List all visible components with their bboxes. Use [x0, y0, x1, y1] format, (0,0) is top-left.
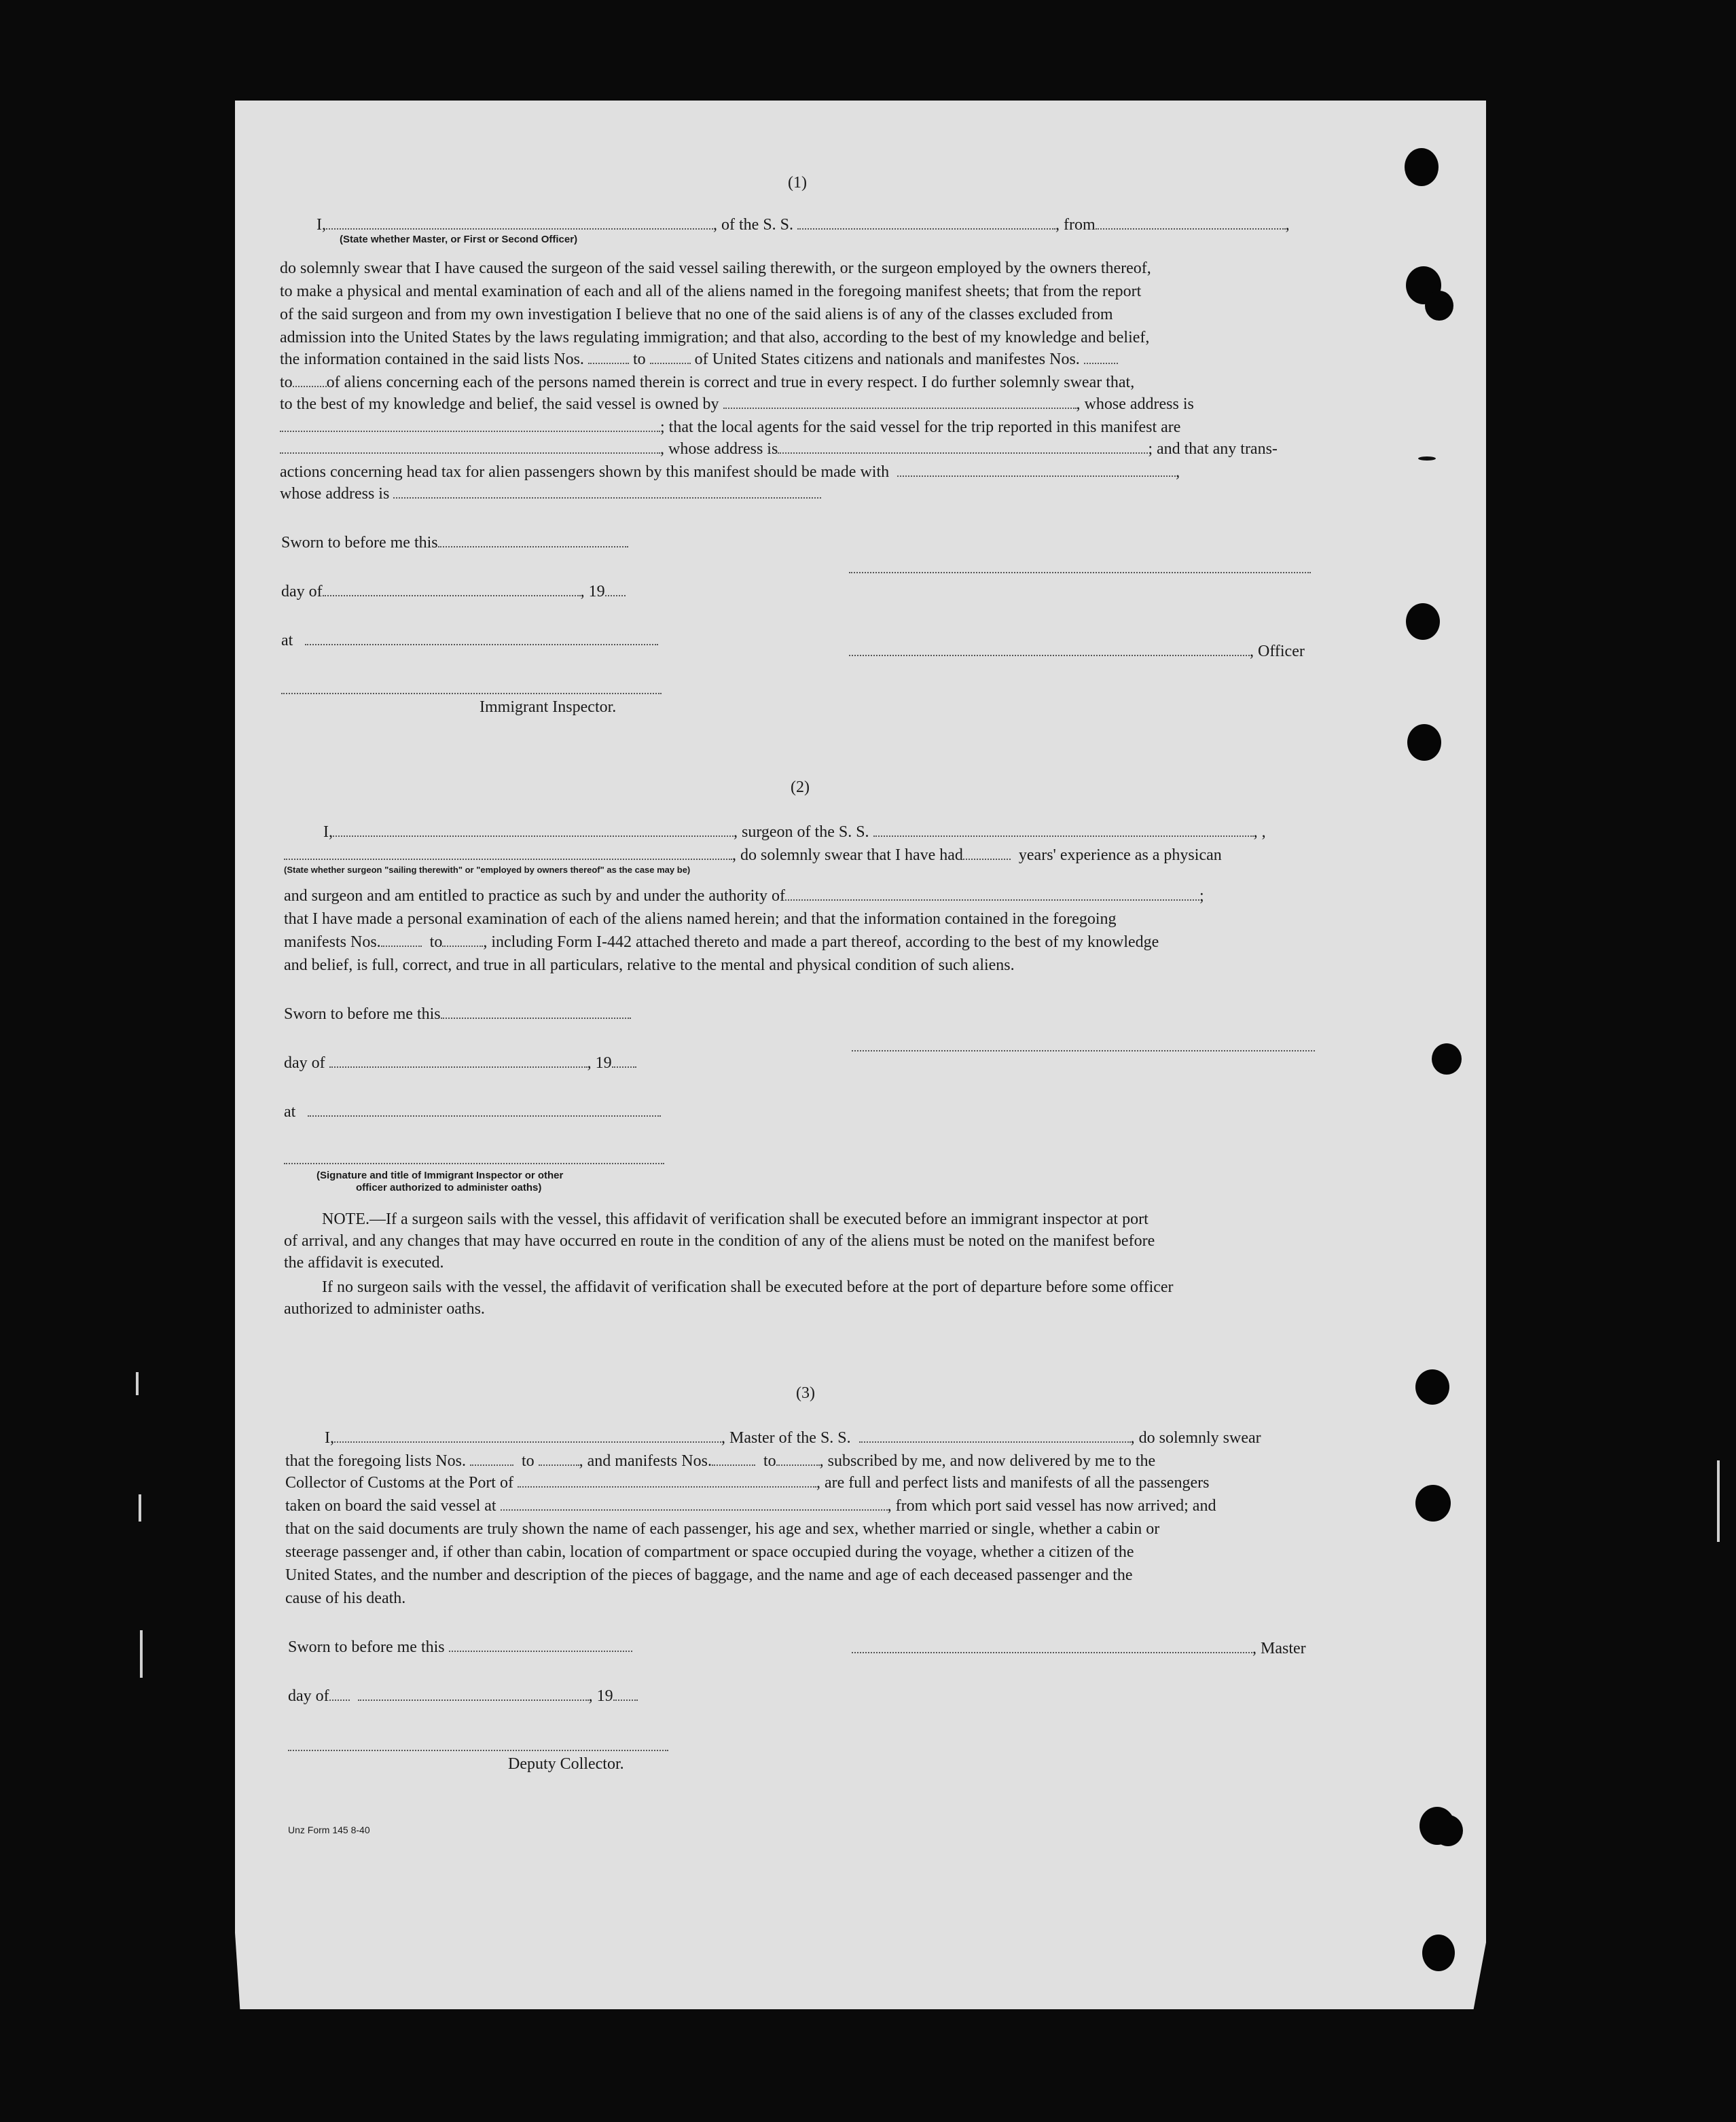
s3-line-5: that on the said documents are truly shown the name of each passenger, his age and sex, whether married or single, whether a cabin or [285, 1520, 1160, 1538]
s2-line-4: that I have made a personal examination of each of the aliens named herein; and that the information contained in the foregoing [284, 910, 1117, 928]
blank-officer-rank[interactable] [326, 215, 713, 230]
s2-note-line: If no surgeon sails with the vessel, the affidavit of verification shall be executed before at the port of departure before some officer [322, 1278, 1174, 1296]
text: , Master of the S. S. [721, 1429, 851, 1447]
blank-master-signature[interactable] [852, 1638, 1252, 1653]
s3-sworn-line [288, 1636, 632, 1659]
text: , subscribed by me, and now delivered by me to the [819, 1452, 1156, 1470]
paper-speck [1418, 456, 1436, 461]
blank-master-name[interactable] [334, 1428, 721, 1443]
s2-line-6: and belief, is full, correct, and true in all particulars, relative to the mental and physical condition of such aliens. [284, 956, 1015, 974]
text: , 19 [587, 1054, 612, 1072]
text: Sworn to before me this [281, 534, 438, 552]
s2-inspector-line[interactable] [284, 1163, 664, 1164]
text: taken on board the said vessel at [285, 1497, 496, 1515]
text: , [1176, 463, 1180, 481]
blank-manifest-from[interactable] [381, 932, 422, 947]
s3-line-7: United States, and the number and description of the pieces of baggage, and the name and age of each deceased passenger and the [285, 1566, 1133, 1584]
text: years' experience as a physican [1018, 846, 1222, 864]
blank-from-port[interactable] [1096, 215, 1286, 230]
blank-sworn-day[interactable] [441, 1004, 631, 1019]
s2-caption-signature: (Signature and title of Immigrant Inspector or other [317, 1170, 564, 1181]
text: , surgeon of the S. S. [734, 823, 869, 841]
text: , 19 [588, 1687, 613, 1705]
s3-line-1 [325, 1426, 1261, 1450]
text: ; and that any trans- [1148, 440, 1278, 458]
blank-surgeon-status[interactable] [284, 845, 732, 860]
s2-line-5 [284, 931, 1159, 954]
text: , Officer [1250, 643, 1305, 660]
punch-hole [1433, 1815, 1463, 1846]
text: I, [323, 823, 333, 841]
punch-hole [1425, 291, 1453, 321]
text: , Master [1252, 1640, 1306, 1657]
text: , and manifests Nos. [579, 1452, 712, 1470]
blank-agents[interactable] [280, 439, 660, 454]
text: of United States citizens and nationals and manifestes Nos. [694, 350, 1080, 368]
blank-surgeon-name[interactable] [333, 822, 734, 837]
punch-hole [1432, 1043, 1462, 1075]
s1-officer-line [849, 640, 1305, 663]
blank-boarding-port[interactable] [501, 1496, 888, 1511]
text: manifests Nos. [284, 933, 381, 951]
s2-line-3 [284, 884, 1204, 907]
film-speck [140, 1630, 143, 1678]
s1-paragraph-line: to make a physical and mental examination of each and all of the aliens named in the foregoing manifest sheets; that from the report [280, 283, 1142, 300]
s2-sworn-line [284, 1003, 631, 1026]
blank-authority[interactable] [785, 886, 1199, 901]
s1-line-aliens [280, 371, 1134, 394]
blank-officer-signature[interactable] [849, 641, 1250, 656]
s1-inspector-line[interactable] [281, 693, 662, 694]
s3-collector-line[interactable] [288, 1750, 668, 1751]
text: Sworn to before me this [284, 1005, 441, 1023]
s1-line-lists [280, 348, 1118, 371]
blank-sworn-day[interactable] [438, 533, 628, 547]
s2-note-line: the affidavit is executed. [284, 1254, 444, 1272]
film-speck [1717, 1460, 1720, 1542]
text: , do solemnly swear that I have had [732, 846, 963, 864]
blank-list-from[interactable] [470, 1451, 513, 1466]
s3-line-2 [285, 1450, 1155, 1473]
text: that the foregoing lists Nos. [285, 1452, 466, 1470]
text: at [284, 1103, 296, 1121]
s2-caption-signature: officer authorized to administer oaths) [356, 1182, 542, 1193]
s1-line-headtax-address [280, 482, 821, 505]
text: to [521, 1452, 535, 1470]
text: day of [281, 583, 323, 600]
blank-manifest-to[interactable] [776, 1451, 820, 1466]
section-3-number: (3) [796, 1384, 815, 1402]
text: , whose address is [660, 440, 778, 458]
s2-signature-line[interactable] [852, 1050, 1315, 1051]
blank-manifest-from[interactable] [1084, 349, 1118, 364]
blank-manifest-from[interactable] [712, 1451, 755, 1466]
s1-line-owner [280, 393, 1194, 416]
s3-line-3 [285, 1471, 1209, 1494]
blank-ship-name[interactable] [859, 1428, 1131, 1443]
blank-list-from[interactable] [588, 349, 629, 364]
s3-line-4 [285, 1494, 1216, 1517]
text: , do solemnly swear [1130, 1429, 1261, 1447]
s1-line-1 [317, 213, 1290, 236]
blank-years[interactable] [963, 845, 1011, 860]
text: , 19 [580, 583, 605, 600]
blank-month[interactable] [358, 1686, 589, 1701]
text: at [281, 632, 293, 649]
blank-sworn-day[interactable] [449, 1637, 632, 1652]
blank-port[interactable] [518, 1473, 816, 1488]
form-number: Unz Form 145 8-40 [288, 1824, 370, 1835]
film-speck [139, 1494, 141, 1522]
s1-paragraph-line: admission into the United States by the laws regulating immigration; and that also, according to the best of my knowledge and belief, [280, 329, 1150, 346]
text: of aliens concerning each of the persons named therein is correct and true in every respect. I do further solemnly swear that, [326, 374, 1135, 391]
blank-agents-address[interactable] [778, 439, 1148, 454]
text: and surgeon and am entitled to practice as such by and under the authority of [284, 887, 785, 905]
s1-caption-officer: (State whether Master, or First or Second Officer) [340, 234, 578, 245]
s1-line-headtax [280, 461, 1180, 484]
s2-line-2 [284, 844, 1222, 867]
blank-manifest-to[interactable] [442, 932, 483, 947]
s2-note-line: NOTE.—If a surgeon sails with the vessel, this affidavit of verification shall be executed before an immigrant inspector at port [322, 1210, 1149, 1228]
text: to [632, 350, 646, 368]
blank-manifest-to[interactable] [293, 372, 327, 387]
punch-hole [1422, 1935, 1455, 1971]
text: , from [1055, 216, 1096, 234]
s1-paragraph-line: do solemnly swear that I have caused the surgeon of the said vessel sailing therewith, or the surgeon employed by the owners thereof, [280, 259, 1151, 277]
s1-sworn-line [281, 531, 628, 554]
s2-caption-surgeon: (State whether surgeon "sailing therewith" or "employed by owners thereof" as the case may be) [284, 865, 691, 875]
text: to the best of my knowledge and belief, the said vessel is owned by [280, 395, 719, 413]
blank-ship-name[interactable] [797, 215, 1055, 230]
punch-hole [1415, 1485, 1451, 1522]
s3-line-6: steerage passenger and, if other than cabin, location of compartment or space occupied during the voyage, whether a citizen of the [285, 1543, 1134, 1561]
blank-year[interactable] [613, 1686, 638, 1701]
text: day of [284, 1054, 325, 1072]
text: day of [288, 1687, 329, 1705]
blank-headtax-party[interactable] [897, 462, 1176, 477]
blank-owner-address[interactable] [280, 417, 660, 432]
text: , [1285, 216, 1290, 234]
blank-list-to[interactable] [650, 349, 691, 364]
text: I, [325, 1429, 334, 1447]
text: , from which port said vessel has now arrived; and [887, 1497, 1216, 1515]
blank-year[interactable] [612, 1053, 636, 1068]
section-1-number: (1) [788, 174, 807, 192]
text: Sworn to before me this [288, 1638, 445, 1656]
text: , whose address is [1076, 395, 1194, 413]
blank-year[interactable] [605, 581, 626, 596]
s3-line-8: cause of his death. [285, 1589, 406, 1607]
text: the information contained in the said lists Nos. [280, 350, 584, 368]
punch-hole [1415, 1369, 1449, 1405]
text: I, [317, 216, 326, 234]
s2-line-1 [323, 821, 1266, 844]
text: , of the S. S. [713, 216, 794, 234]
blank-month-short[interactable] [329, 1686, 350, 1701]
section-2-number: (2) [791, 778, 810, 796]
s3-day-line [288, 1685, 638, 1708]
s1-at-line [281, 629, 658, 652]
text: , are full and perfect lists and manifests of all the passengers [816, 1474, 1210, 1492]
s3-collector-label: Deputy Collector. [508, 1755, 624, 1773]
punch-hole [1405, 148, 1439, 186]
text: to [763, 1452, 776, 1470]
text: , , [1253, 823, 1266, 841]
s1-line-agents [280, 416, 1180, 439]
film-speck [136, 1372, 139, 1395]
s2-at-line [284, 1100, 661, 1123]
s1-line-agents-address [280, 437, 1278, 461]
text: whose address is [280, 485, 390, 503]
punch-hole [1406, 603, 1440, 640]
s1-signature-line[interactable] [849, 572, 1311, 573]
blank-at-place[interactable] [308, 1102, 661, 1117]
s3-master-line [852, 1637, 1306, 1660]
blank-headtax-address[interactable] [393, 484, 821, 499]
s2-note-line: authorized to administer oaths. [284, 1300, 485, 1318]
text: , including Form I-442 attached thereto and made a part thereof, according to the best of my knowledge [483, 933, 1159, 951]
text: actions concerning head tax for alien passengers shown by this manifest should be made with [280, 463, 890, 481]
blank-ship-name[interactable] [873, 822, 1254, 837]
text: to [429, 933, 443, 951]
blank-owner[interactable] [723, 394, 1077, 409]
blank-at-place[interactable] [305, 630, 658, 645]
text: Collector of Customs at the Port of [285, 1474, 513, 1492]
text: ; [1199, 887, 1204, 905]
blank-list-to[interactable] [539, 1451, 579, 1466]
s2-note-line: of arrival, and any changes that may have occurred en route in the condition of any of the aliens must be noted on the manifest before [284, 1232, 1155, 1250]
text: to [280, 374, 293, 391]
s2-day-line [284, 1051, 636, 1075]
blank-month[interactable] [329, 1053, 587, 1068]
s1-inspector-label: Immigrant Inspector. [480, 698, 617, 716]
punch-hole [1407, 724, 1441, 761]
text: ; that the local agents for the said vessel for the trip reported in this manifest are [660, 418, 1181, 436]
s1-day-line [281, 580, 626, 603]
blank-month[interactable] [323, 581, 581, 596]
s1-paragraph-line: of the said surgeon and from my own investigation I believe that no one of the said aliens is of any of the classes excluded from [280, 306, 1113, 323]
